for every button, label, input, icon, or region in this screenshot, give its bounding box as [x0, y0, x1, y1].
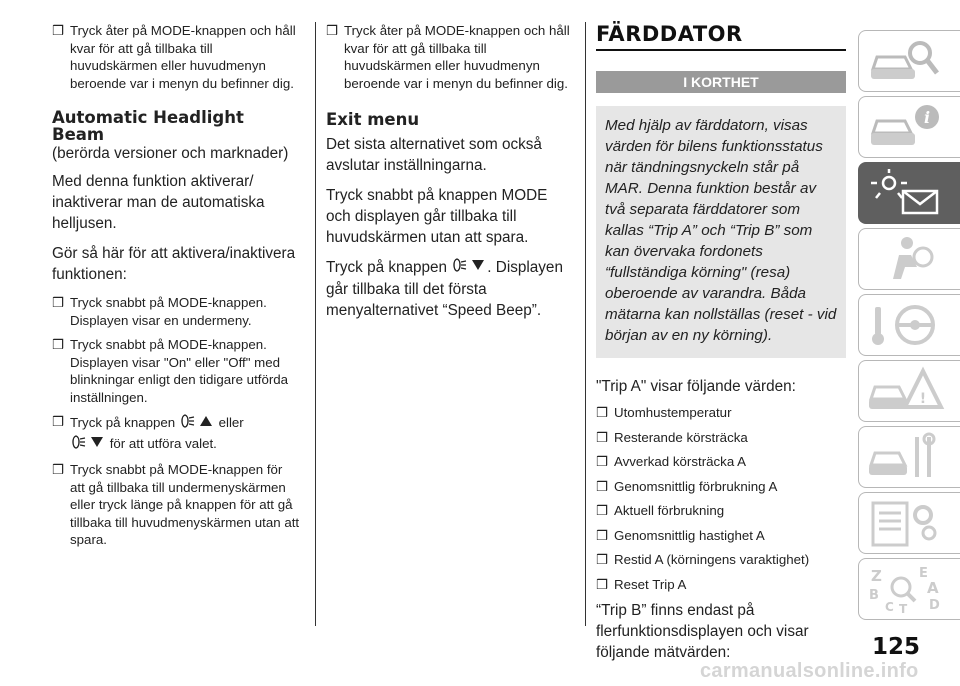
tab-technical-data[interactable]	[858, 492, 960, 554]
car-tools-icon	[865, 431, 945, 483]
alphabet-index-icon	[865, 563, 945, 615]
column-divider-2	[585, 22, 586, 626]
trip-a-intro: "Trip A" visar följande värden:	[596, 378, 796, 395]
paragraph: Tryck snabbt på knappen MODE och displayen går tillbaka till huvudskärmen utan att spara.	[326, 187, 548, 246]
tab-starting-driving[interactable]	[858, 294, 960, 356]
list-item: ❒ Avverkad körsträcka A	[596, 454, 747, 469]
svg-text:C: C	[885, 600, 894, 614]
bullet-box-icon: ❒	[52, 23, 64, 38]
list-item: ❒ Restid A (körningens varaktighet)	[596, 552, 810, 567]
tab-car-info[interactable]	[858, 96, 960, 158]
headlight-down-icon	[70, 434, 106, 455]
bullet-item: ❒ Tryck snabbt på MODE-knappen. Displayen visar en undermeny.	[52, 295, 267, 328]
section-subheading: (berörda versioner och marknader)	[52, 145, 289, 162]
tab-dashboard-lights[interactable]	[858, 162, 960, 224]
bullet-item: ❒ Tryck åter på MODE-knappen och håll kvar för att gå tillbaka till huvudskärmen eller huvudmenyn beroende var i menyn du befinner dig.	[52, 23, 296, 91]
i-korthet-box: Med hjälp av färddatorn, visas värden för bilens funktionsstatus när tändningsnyckeln står på MAR. Denna funktion består av två separata färddatorer som kallas “Trip A” och “Trip B” som kan övervaka fordonets “fullständiga körning" (resa) oberoende av varandra. Båda mätarna kan nollställas (reset - vid början av en ny körning).	[596, 106, 846, 358]
tab-car-search[interactable]	[858, 30, 960, 92]
key-steering-wheel-icon	[865, 299, 945, 351]
bullet-box-icon: ❒	[52, 295, 64, 310]
page-number: 125	[872, 634, 921, 660]
paragraph: Gör så här för att aktivera/inaktivera funktionen:	[52, 245, 296, 283]
bullet-box-icon: ❒	[326, 23, 338, 38]
list-item: ❒ Aktuell förbrukning	[596, 503, 725, 518]
section-heading-headlight: Automatic Headlight Beam	[52, 108, 244, 144]
bullet-box-icon: ❒	[596, 405, 608, 420]
watermark: carmanualsonline.info	[700, 660, 919, 682]
trip-a-list	[596, 404, 846, 593]
list-item: ❒ Utomhustemperatur	[596, 405, 732, 420]
bullet-box-icon: ❒	[52, 462, 64, 477]
bullet-item: ❒ Tryck snabbt på MODE-knappen. Displayen visar "On" eller "Off" med blinkningar enligt den tidigare utförda inställningen.	[52, 337, 289, 405]
bullet-box-icon: ❒	[596, 576, 608, 592]
bullet-box-icon: ❒	[596, 527, 608, 543]
tab-emergency[interactable]	[858, 360, 960, 422]
car-search-icon	[865, 35, 945, 87]
svg-text:A: A	[927, 579, 939, 597]
svg-text:B: B	[869, 588, 879, 603]
column-3	[596, 22, 846, 672]
tab-index[interactable]	[858, 558, 960, 620]
paragraph: Det sista alternativet som också avslutar inställningarna.	[326, 136, 542, 174]
document-gears-icon	[865, 497, 945, 549]
seat-airbag-icon	[865, 233, 945, 285]
paragraph: Tryck på knappen . Displayen går tillbaka till det första menyalternativet “Speed Beep”.	[326, 257, 576, 321]
list-item: ❒ Genomsnittlig förbrukning A	[596, 478, 778, 494]
bullet-item: ❒ Tryck snabbt på MODE-knappen för att gå tillbaka till undermenyskärmen eller tryck länge på knappen för att gå tillbaka till huvudmenyskärmen utan att spara.	[52, 462, 300, 547]
car-warning-triangle-icon	[865, 365, 945, 417]
bullet-box-icon: ❒	[596, 454, 608, 469]
bullet-box-icon: ❒	[52, 337, 64, 352]
column-divider-1	[315, 22, 316, 626]
paragraph: Med denna funktion aktiverar/ inaktiverar man de automatiska helljusen.	[52, 173, 265, 232]
headlight-down-icon	[451, 257, 487, 279]
bullet-box-icon: ❒	[596, 552, 608, 567]
svg-text:i: i	[923, 108, 931, 127]
bullet-item: ❒ Tryck på knappen eller för att utföra valet.	[52, 413, 300, 454]
page-title: FÄRDDATOR	[596, 22, 743, 46]
section-heading-exit-menu: Exit menu	[326, 110, 420, 129]
svg-text:E: E	[919, 566, 928, 581]
car-info-icon	[865, 101, 945, 153]
column-1	[52, 22, 300, 556]
bullet-box-icon: ❒	[596, 503, 608, 518]
svg-text:T: T	[899, 602, 908, 615]
tab-safety[interactable]	[858, 228, 960, 290]
svg-text:!: !	[919, 391, 927, 407]
list-item: ❒ Genomsnittlig hastighet A	[596, 527, 765, 543]
title-rule	[596, 49, 846, 51]
tab-maintenance[interactable]	[858, 426, 960, 488]
bullet-box-icon: ❒	[52, 414, 64, 429]
i-korthet-label: I KORTHET	[596, 71, 846, 93]
bullet-box-icon: ❒	[596, 478, 608, 494]
list-item: ❒ Reset Trip A	[596, 576, 687, 592]
headlight-up-icon	[179, 413, 215, 434]
trip-b-text: “Trip B” finns endast på flerfunktionsdisplayen och visar följande mätvärden:	[596, 602, 809, 661]
bullet-item: ❒ Tryck åter på MODE-knappen och håll kvar för att gå tillbaka till huvudskärmen eller huvudmenyn beroende var i menyn du befinner dig.	[326, 23, 570, 91]
column-2	[326, 22, 576, 330]
list-item: ❒ Resterande körsträcka	[596, 429, 748, 445]
svg-text:Z: Z	[871, 567, 882, 585]
bullet-box-icon: ❒	[596, 429, 608, 445]
svg-text:D: D	[929, 598, 940, 613]
warning-light-message-icon	[865, 167, 945, 219]
